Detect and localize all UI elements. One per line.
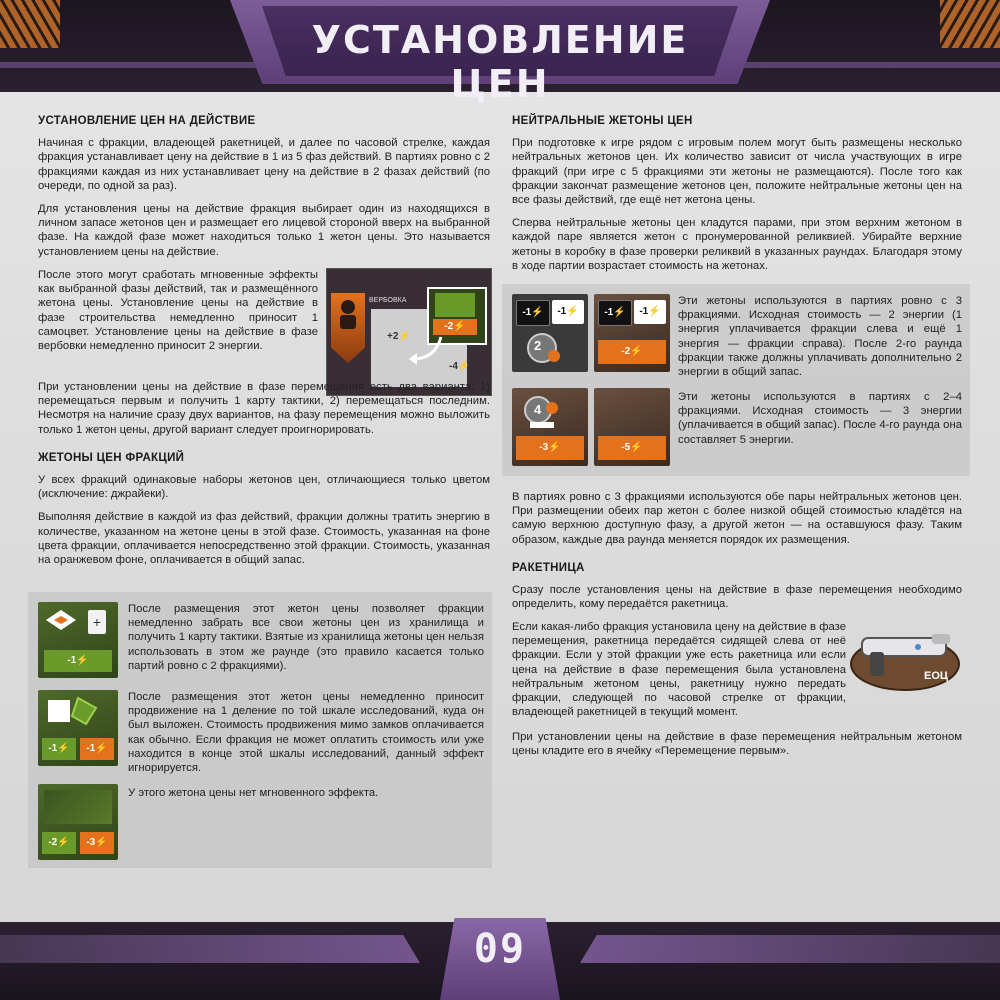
figure-cost2: -4⚡ (449, 361, 471, 372)
relic-number: 4 (534, 402, 542, 417)
token-art (44, 790, 112, 824)
energy-bolt-icon: ⚡ (531, 307, 544, 318)
faction-token-2 (38, 690, 118, 766)
energy-bolt-icon: ⚡ (548, 442, 561, 453)
energy-bolt-icon: ⚡ (57, 837, 70, 848)
paragraph: У всех фракций одинаковые наборы жетонов цен, отличающиеся только цветом (исключение: джрайеки). (38, 474, 490, 501)
tactic-card-icon: + (88, 610, 106, 634)
relic-icon (520, 392, 564, 432)
page-number: 09 (473, 926, 527, 972)
heading-price-setting: УСТАНОВЛЕНИЕ ЦЕН НА ДЕЙСТВИЕ (38, 115, 256, 127)
token-cost-left: -1⚡ (598, 300, 632, 326)
token-cost-b: -1⚡ (80, 738, 114, 760)
figure-portrait (331, 293, 365, 363)
token-cost-right: -1⚡ (634, 300, 666, 324)
energy-bolt-icon: ⚡ (95, 837, 108, 848)
right-column-mid (512, 490, 962, 620)
token-3-text (128, 786, 484, 809)
paragraph: Сразу после установления цены на действие в фазе перемещения необходимо определить, кому передаётся ракетница. (512, 584, 962, 611)
energy-bolt-icon: ⚡ (57, 743, 70, 754)
faction-token-1 (38, 602, 118, 678)
token-cost-common: -5⚡ (598, 436, 666, 460)
energy-bolt-icon: ⚡ (630, 346, 643, 357)
energy-bolt-icon: ⚡ (566, 306, 579, 317)
energy-bolt-icon: ⚡ (76, 655, 89, 666)
paragraph: После размещения этот жетон цены позволяет фракции немедленно забрать все свои жетоны цен из хранилища и получить 1 карту тактики. Взятые из хранилища жетоны цен нельзя использовать в этом же раунде (это правило касается только партий ровно с 2 фракциями). (128, 603, 484, 672)
energy-bolt-icon: ⚡ (648, 306, 661, 317)
figure-plus-value: +2⚡ (387, 331, 411, 342)
token-cost-a: -1⚡ (42, 738, 76, 760)
neutral-box2-text (678, 390, 962, 456)
energy-bolt-icon: ⚡ (398, 331, 411, 342)
neutral-token-top (512, 294, 588, 372)
token-cost-b: -3⚡ (80, 832, 114, 854)
footer-stripe-left (0, 935, 420, 963)
paragraph: При установлении цены на действие в фазе перемещения нейтральным жетоном цены кладите его в ячейку «Перемещение первым». (512, 731, 962, 758)
neutral-token-top-2 (512, 388, 588, 466)
figure-token-cost: -2⚡ (433, 319, 477, 335)
energy-bolt-icon: ⚡ (613, 307, 626, 318)
relic-number: 2 (534, 338, 542, 353)
paragraph: После размещения этот жетон цены немедленно приносит продвижение на 1 деление по той шкале исследований, куда он был выложен. Стоимость продвижения мимо замков оплачивается как обычно. Если фракция не может оплатить стоимость или уже находится в конце этой шкалы исследований, данный эффект игнорируется. (128, 691, 484, 775)
hex-pattern-right (940, 0, 1000, 48)
token-cost: -1⚡ (44, 650, 112, 672)
heading-rocket-launcher: РАКЕТНИЦА (512, 561, 585, 574)
token-cost-common: -2⚡ (598, 340, 666, 364)
paragraph: Для установления цены на действие фракция выбирает один из находящихся в личном запасе жетонов цен и размещает его лицевой стороной вверх на выбранной фазе. На каждой фазе может находиться только 1 жетон цены. Это называется установлением цены на действие. (38, 203, 490, 258)
token-cost-right: -1⚡ (552, 300, 584, 324)
neutral-box1-text (678, 294, 962, 388)
left-column-mid (38, 380, 490, 576)
energy-bolt-icon: ⚡ (453, 321, 466, 332)
paragraph: Начиная с фракции, владеющей ракетницей, и далее по часовой стрелке, каждая фракция устанавливает цену на действие в 1 из 5 фаз действий. В партиях ровно с 2 фракциями каждая из них устанавливает цену на действие в 2 фазах действий (по очереди, по одной за раз). (38, 137, 490, 192)
energy-bolt-icon: ⚡ (457, 361, 471, 372)
figure-token-art (435, 293, 475, 317)
rocket-launcher-figure (848, 620, 962, 692)
neutral-token-bottom (594, 294, 670, 372)
energy-bolt-icon: ⚡ (630, 442, 643, 453)
rocket-launcher-label: ЕОЦ (924, 670, 948, 682)
right-column-top (512, 114, 962, 282)
heading-neutral-tokens: НЕЙТРАЛЬНЫЕ ЖЕТОНЫ ЦЕН (512, 115, 693, 127)
arrow-icon (405, 335, 445, 365)
paragraph: Выполняя действие в каждой из фаз действий, фракции должны тратить энергию в количестве, указанном на жетоне цены в этой фазе. Стоимость, указанная на фоне цвета фракции, оплачивается непосредственно этой фракции. Стоимость, указанная на оранжевом фоне, оплачивается в общий запас. (38, 511, 490, 567)
energy-bolt-icon: ⚡ (95, 743, 108, 754)
paragraph: После этого могут сработать мгновенные эффекты как выбранной фазы действий, так и размещённого жетона цены. Установление цены на действие в фазе строительства немедленно приносит 1 самоцвет. Установление цены на действие в фазе вербовки немедленно приносит 2 энергии. (38, 269, 318, 353)
storage-icon (44, 608, 78, 638)
hex-pattern-left (0, 0, 60, 48)
paragraph: В партиях ровно с 3 фракциями используются обе пары нейтральных жетонов цен. При размещении обеих пар жетон с более низкой общей стоимостью кладётся на самую верхнюю доступную фазу, а другой жетон — на оставшуюся фазу. Таким образом, каждые два раунда меняется порядок их размещения. (512, 491, 962, 546)
paragraph: При установлении цены на действие в фазе перемещения есть два варианта: 1) перемещаться первым и получить 1 карту тактики, 2) перемещаться последним. Несмотря на наличие сразу двух вариантов, на фазу перемещения можно выложить только 1 жетон цены, другой вариант следует проигнорировать. (38, 381, 490, 436)
research-icon (44, 694, 112, 728)
right-column-bottom (512, 730, 962, 767)
token-2-text (128, 690, 484, 784)
heading-faction-tokens: ЖЕТОНЫ ЦЕН ФРАКЦИЙ (38, 451, 185, 464)
neutral-token-bottom-2 (594, 388, 670, 466)
paragraph: Если какая-либо фракция установила цену на действие в фазе перемещения, ракетница передаётся сидящей слева от неё фракции. Если у этой фракции уже есть ракетница или если цена на действие в фазе перемещения была установлена нейтральным жетоном цены, ракетницу нужно передать фракции, следующей по часовой стрелке от фракции, владеющей ракетницей в текущий момент. (512, 621, 846, 719)
paragraph: Эти жетоны используются в партиях с 2–4 фракциями. Исходная стоимость — 3 энергии (уплачивается в общий запас). После 4-го раунда она составляет 5 энергии. (678, 391, 962, 446)
figure-label: ВЕРБОВКА (369, 297, 407, 304)
header (0, 0, 1000, 106)
recruitment-figure (326, 268, 492, 396)
token-1-text (128, 602, 484, 682)
token-cost-left: -1⚡ (516, 300, 550, 326)
token-cost-common: -3⚡ (516, 436, 584, 460)
left-column-wrap (38, 268, 318, 362)
paragraph: Сперва нейтральные жетоны цен кладутся парами, при этом верхним жетоном в каждой паре является жетон с пронумерованной реликвией. Убирайте верхние жетоны в коробку в фазе проверки реликвий в указанных раундах. Благодаря этому в ходе партии возрастает стоимость на жетонах. (512, 217, 962, 272)
token-cost-a: -2⚡ (42, 832, 76, 854)
footer-stripe-right (580, 935, 1000, 963)
paragraph: Эти жетоны используются в партиях ровно с 3 фракциями. Исходная стоимость — 2 энергии (1 энергия уплачивается фракции слева и ещё 1 энергия — фракции справа). После 2-го раунда фракции также должны уплачивать дополнительно 2 энергии в общий запас. (678, 295, 962, 379)
page-title: УСТАНОВЛЕНИЕ ЦЕН (311, 18, 689, 106)
paragraph: У этого жетона цены нет мгновенного эффекта. (128, 787, 379, 799)
relic-icon (522, 328, 562, 368)
left-column-top (38, 114, 490, 268)
paragraph: При подготовке к игре рядом с игровым полем могут быть размещены несколько нейтральных жетонов цен. Их количество зависит от числа участвующих в игре фракций (при игре с 5 фракциями эти жетоны не размещаются). После того как фракции закончат размещение жетонов цен, положите нейтральные жетоны цен на все фазы действий, где ещё нет жетона цены. (512, 137, 962, 207)
figure-avatar-icon (331, 293, 365, 333)
right-column-wrap (512, 620, 846, 728)
faction-token-3 (38, 784, 118, 860)
